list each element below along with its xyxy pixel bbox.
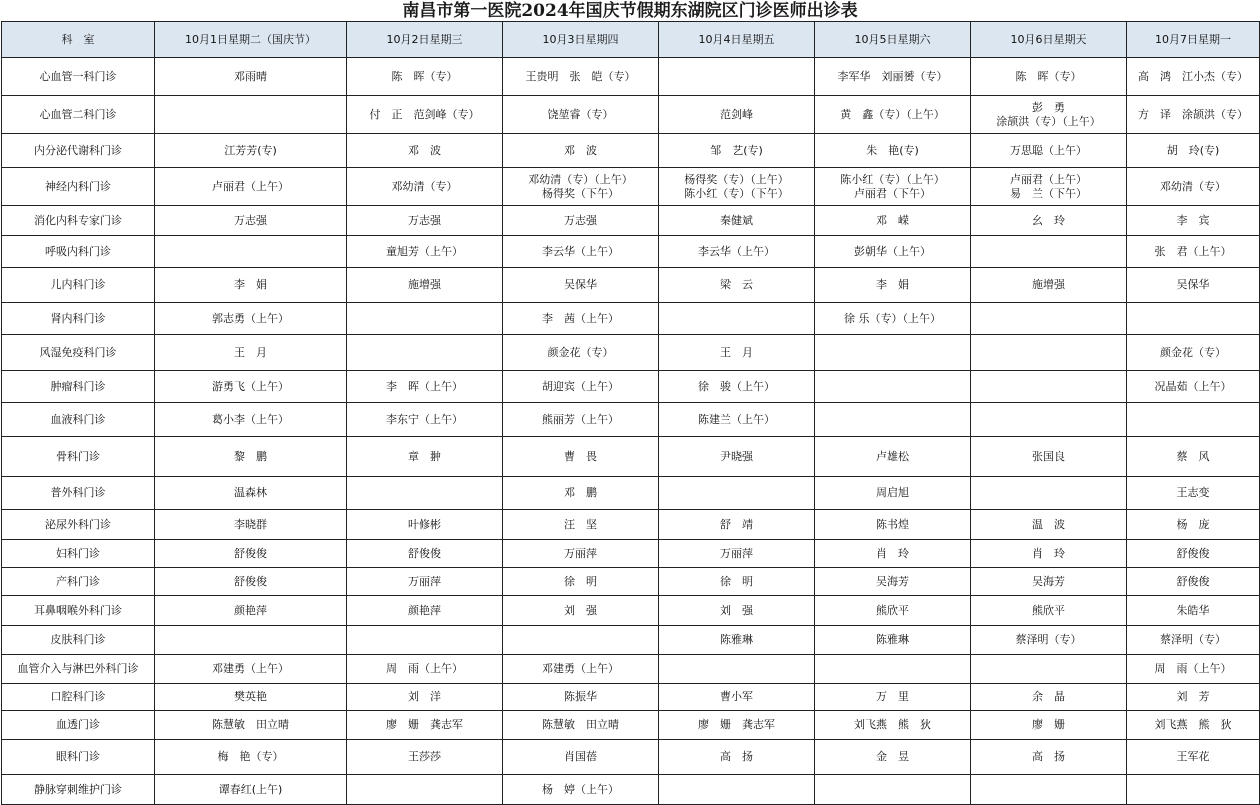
doctor-cell: 刘飞燕 熊 狄 (1127, 711, 1260, 740)
table-row (2, 540, 1260, 568)
table-row (2, 335, 1260, 371)
doctor-cell: 陈 晖（专） (347, 58, 503, 96)
page-title: 南昌市第一医院2024年国庆节假期东湖院区门诊医师出诊表 (402, 1, 858, 21)
doctor-cell: 卢丽君（上午） (155, 168, 347, 206)
doctor-cell: 温森林 (155, 477, 347, 510)
doctor-cell: 熊欣平 (815, 596, 971, 626)
doctor-cell: 刘 强 (659, 596, 815, 626)
doctor-cell: 刘飞燕 熊 狄 (815, 711, 971, 740)
doctor-cell: 吴海芳 (971, 568, 1127, 596)
doctor-cell: 蔡 风 (1127, 437, 1260, 477)
doctor-cell: 颜艳萍 (347, 596, 503, 626)
doctor-cell: 徐 乐（专）（上午） (815, 303, 971, 335)
doctor-cell: 李晓群 (155, 510, 347, 540)
doctor-cell (347, 626, 503, 655)
doctor-cell (815, 403, 971, 437)
doctor-cell: 刘 芳 (1127, 684, 1260, 711)
doctor-cell: 曹小军 (659, 684, 815, 711)
doctor-cell: 付 正 范剑峰（专） (347, 96, 503, 134)
dept-name-cell: 神经内科门诊 (2, 168, 155, 206)
doctor-cell: 陈振华 (503, 684, 659, 711)
schedule-body (2, 58, 1260, 805)
dept-name-cell: 心血管一科门诊 (2, 58, 155, 96)
doctor-cell: 万丽萍 (503, 540, 659, 568)
doctor-cell: 邓幼清（专）（上午） 杨得奖（下午） (503, 168, 659, 206)
doctor-cell: 舒俊俊 (1127, 568, 1260, 596)
doctor-cell: 肖 玲 (971, 540, 1127, 568)
doctor-cell: 万志强 (155, 206, 347, 236)
doctor-cell: 王军花 (1127, 740, 1260, 775)
doctor-cell: 卢丽君（上午） 易 兰（下午） (971, 168, 1127, 206)
doctor-cell (971, 477, 1127, 510)
doctor-cell: 舒俊俊 (155, 540, 347, 568)
doctor-cell: 王志变 (1127, 477, 1260, 510)
doctor-cell: 邓 鹏 (503, 477, 659, 510)
doctor-cell: 秦健斌 (659, 206, 815, 236)
doctor-cell: 陈雅琳 (659, 626, 815, 655)
doctor-cell (347, 335, 503, 371)
table-row (2, 403, 1260, 437)
doctor-cell: 李 宾 (1127, 206, 1260, 236)
doctor-cell: 邹 艺(专) (659, 134, 815, 168)
doctor-cell: 舒俊俊 (155, 568, 347, 596)
table-row (2, 711, 1260, 740)
doctor-cell: 蔡泽明（专） (971, 626, 1127, 655)
dept-name-cell: 呼吸内科门诊 (2, 236, 155, 268)
doctor-cell: 舒俊俊 (1127, 540, 1260, 568)
doctor-cell: 叶修彬 (347, 510, 503, 540)
doctor-cell: 金 昱 (815, 740, 971, 775)
doctor-cell: 施增强 (971, 268, 1127, 303)
dept-name-cell: 消化内科专家门诊 (2, 206, 155, 236)
doctor-cell: 胡 玲(专) (1127, 134, 1260, 168)
doctor-cell (347, 303, 503, 335)
doctor-cell: 万思聪（上午） (971, 134, 1127, 168)
doctor-cell: 万志强 (503, 206, 659, 236)
table-row (2, 626, 1260, 655)
doctor-cell: 徐 骏（上午） (659, 371, 815, 403)
doctor-cell: 刘 强 (503, 596, 659, 626)
doctor-cell: 胡迎宾（上午） (503, 371, 659, 403)
doctor-cell: 章 翀 (347, 437, 503, 477)
doctor-cell: 邓 波 (503, 134, 659, 168)
doctor-cell: 游勇飞（上午） (155, 371, 347, 403)
doctor-cell (1127, 775, 1260, 805)
doctor-cell: 童旭芳（上午） (347, 236, 503, 268)
doctor-cell: 吴保华 (1127, 268, 1260, 303)
table-row (2, 168, 1260, 206)
doctor-cell: 余 晶 (971, 684, 1127, 711)
doctor-cell (659, 477, 815, 510)
doctor-cell (659, 58, 815, 96)
doctor-cell: 徐 明 (503, 568, 659, 596)
doctor-cell: 廖 姗 龚志军 (659, 711, 815, 740)
doctor-cell (815, 371, 971, 403)
doctor-cell: 梅 艳（专） (155, 740, 347, 775)
table-row (2, 684, 1260, 711)
table-row (2, 371, 1260, 403)
clinic-schedule-table (1, 21, 1260, 805)
dept-name-cell: 血透门诊 (2, 711, 155, 740)
dept-name-cell: 血管介入与淋巴外科门诊 (2, 655, 155, 684)
doctor-cell: 郭志勇（上午） (155, 303, 347, 335)
dept-name-cell: 心血管二科门诊 (2, 96, 155, 134)
doctor-cell (347, 477, 503, 510)
doctor-cell: 李云华（上午） (503, 236, 659, 268)
doctor-cell (347, 775, 503, 805)
doctor-cell: 李 娟 (815, 268, 971, 303)
doctor-cell: 万丽萍 (347, 568, 503, 596)
doctor-cell: 饶堃睿（专） (503, 96, 659, 134)
dept-name-cell: 口腔科门诊 (2, 684, 155, 711)
doctor-cell: 汪 坚 (503, 510, 659, 540)
doctor-cell: 陈书煌 (815, 510, 971, 540)
doctor-cell: 万 里 (815, 684, 971, 711)
doctor-cell: 梁 云 (659, 268, 815, 303)
doctor-cell: 肖国蓓 (503, 740, 659, 775)
doctor-cell: 邓雨晴 (155, 58, 347, 96)
dept-name-cell: 耳鼻咽喉外科门诊 (2, 596, 155, 626)
doctor-cell (815, 655, 971, 684)
table-row (2, 236, 1260, 268)
doctor-cell: 施增强 (347, 268, 503, 303)
header-day: 10月4日星期五 (659, 22, 815, 58)
doctor-cell: 陈 晖（专） (971, 58, 1127, 96)
dept-name-cell: 眼科门诊 (2, 740, 155, 775)
dept-name-cell: 肾内科门诊 (2, 303, 155, 335)
table-row (2, 96, 1260, 134)
doctor-cell: 邓 波 (347, 134, 503, 168)
doctor-cell: 杨得奖（专）（上午） 陈小红（专）（下午） (659, 168, 815, 206)
header-day: 10月1日星期二（国庆节） (155, 22, 347, 58)
doctor-cell: 杨 庞 (1127, 510, 1260, 540)
doctor-cell: 彭朝华（上午） (815, 236, 971, 268)
table-row (2, 655, 1260, 684)
doctor-cell (971, 236, 1127, 268)
doctor-cell (1127, 403, 1260, 437)
header-day: 10月7日星期一 (1127, 22, 1260, 58)
doctor-cell: 况晶茹（上午） (1127, 371, 1260, 403)
header-dept: 科 室 (2, 22, 155, 58)
doctor-cell: 邓幼清（专） (347, 168, 503, 206)
doctor-cell: 高 扬 (971, 740, 1127, 775)
doctor-cell (1127, 303, 1260, 335)
doctor-cell: 曹 畏 (503, 437, 659, 477)
doctor-cell: 熊欣平 (971, 596, 1127, 626)
dept-name-cell: 皮肤科门诊 (2, 626, 155, 655)
doctor-cell: 颜艳萍 (155, 596, 347, 626)
table-row (2, 268, 1260, 303)
doctor-cell: 颜金花（专） (503, 335, 659, 371)
doctor-cell (155, 626, 347, 655)
doctor-cell: 李云华（上午） (659, 236, 815, 268)
table-row (2, 58, 1260, 96)
doctor-cell (155, 96, 347, 134)
doctor-cell: 吴海芳 (815, 568, 971, 596)
table-row (2, 477, 1260, 510)
table-row (2, 134, 1260, 168)
doctor-cell: 李 茜（上午） (503, 303, 659, 335)
doctor-cell (971, 303, 1127, 335)
table-row (2, 510, 1260, 540)
dept-name-cell: 风湿免疫科门诊 (2, 335, 155, 371)
doctor-cell: 樊英艳 (155, 684, 347, 711)
doctor-cell: 邓幼清（专） (1127, 168, 1260, 206)
doctor-cell: 李东宁（上午） (347, 403, 503, 437)
table-row (2, 206, 1260, 236)
doctor-cell: 邓建勇（上午） (503, 655, 659, 684)
doctor-cell (815, 775, 971, 805)
doctor-cell: 陈慧敏 田立晴 (503, 711, 659, 740)
doctor-cell: 廖 姗 (971, 711, 1127, 740)
doctor-cell: 廖 姗 龚志军 (347, 711, 503, 740)
doctor-cell (659, 775, 815, 805)
doctor-cell: 熊丽芳（上午） (503, 403, 659, 437)
doctor-cell: 李军华 刘丽赟（专） (815, 58, 971, 96)
doctor-cell: 万丽萍 (659, 540, 815, 568)
dept-name-cell: 妇科门诊 (2, 540, 155, 568)
doctor-cell: 张 君（上午） (1127, 236, 1260, 268)
doctor-cell (659, 303, 815, 335)
table-row (2, 303, 1260, 335)
doctor-cell: 尹晓强 (659, 437, 815, 477)
doctor-cell: 吴保华 (503, 268, 659, 303)
dept-name-cell: 骨科门诊 (2, 437, 155, 477)
doctor-cell: 李 娟 (155, 268, 347, 303)
doctor-cell: 肖 玲 (815, 540, 971, 568)
table-row (2, 596, 1260, 626)
doctor-cell: 周 雨（上午） (347, 655, 503, 684)
dept-name-cell: 产科门诊 (2, 568, 155, 596)
doctor-cell: 徐 明 (659, 568, 815, 596)
header-row (2, 22, 1260, 58)
doctor-cell: 朱皓华 (1127, 596, 1260, 626)
doctor-cell: 高 扬 (659, 740, 815, 775)
header-day: 10月5日星期六 (815, 22, 971, 58)
dept-name-cell: 泌尿外科门诊 (2, 510, 155, 540)
dept-name-cell: 静脉穿刺维护门诊 (2, 775, 155, 805)
doctor-cell: 彭 勇 涂颉洪（专）（上午） (971, 96, 1127, 134)
doctor-cell: 张国良 (971, 437, 1127, 477)
doctor-cell: 颜金花（专） (1127, 335, 1260, 371)
doctor-cell: 方 译 涂颉洪（专） (1127, 96, 1260, 134)
doctor-cell: 谭春红(上午) (155, 775, 347, 805)
doctor-cell: 刘 洋 (347, 684, 503, 711)
doctor-cell: 舒 靖 (659, 510, 815, 540)
dept-name-cell: 血液科门诊 (2, 403, 155, 437)
dept-name-cell: 普外科门诊 (2, 477, 155, 510)
table-row (2, 740, 1260, 775)
doctor-cell: 黄 鑫（专）（上午） (815, 96, 971, 134)
dept-name-cell: 儿内科门诊 (2, 268, 155, 303)
doctor-cell (659, 655, 815, 684)
doctor-cell (971, 335, 1127, 371)
doctor-cell: 周 雨（上午） (1127, 655, 1260, 684)
doctor-cell: 陈建兰（上午） (659, 403, 815, 437)
doctor-cell: 高 鸿 江小杰（专） (1127, 58, 1260, 96)
doctor-cell: 陈雅琳 (815, 626, 971, 655)
doctor-cell: 舒俊俊 (347, 540, 503, 568)
doctor-cell (503, 626, 659, 655)
doctor-cell (971, 403, 1127, 437)
doctor-cell: 幺 玲 (971, 206, 1127, 236)
doctor-cell: 卢雄松 (815, 437, 971, 477)
doctor-cell: 杨 婷（上午） (503, 775, 659, 805)
doctor-cell: 范剑峰 (659, 96, 815, 134)
doctor-cell: 邓 嵘 (815, 206, 971, 236)
doctor-cell (971, 371, 1127, 403)
header-day: 10月3日星期四 (503, 22, 659, 58)
header-day: 10月2日星期三 (347, 22, 503, 58)
doctor-cell: 王 月 (659, 335, 815, 371)
doctor-cell: 葛小李（上午） (155, 403, 347, 437)
doctor-cell: 江芳芳(专) (155, 134, 347, 168)
doctor-cell: 蔡泽明（专） (1127, 626, 1260, 655)
doctor-cell (155, 236, 347, 268)
doctor-cell: 万志强 (347, 206, 503, 236)
doctor-cell: 陈慧敏 田立晴 (155, 711, 347, 740)
doctor-cell (971, 775, 1127, 805)
doctor-cell: 王贵明 张 皑（专） (503, 58, 659, 96)
doctor-cell: 邓建勇（上午） (155, 655, 347, 684)
doctor-cell: 李 晖（上午） (347, 371, 503, 403)
table-row (2, 437, 1260, 477)
dept-name-cell: 内分泌代谢科门诊 (2, 134, 155, 168)
dept-name-cell: 肿瘤科门诊 (2, 371, 155, 403)
doctor-cell: 王 月 (155, 335, 347, 371)
doctor-cell: 陈小红（专）（上午） 卢丽君（下午） (815, 168, 971, 206)
doctor-cell: 温 波 (971, 510, 1127, 540)
doctor-cell: 朱 艳(专) (815, 134, 971, 168)
doctor-cell (971, 655, 1127, 684)
table-row (2, 568, 1260, 596)
table-row (2, 775, 1260, 805)
doctor-cell: 周启旭 (815, 477, 971, 510)
header-day: 10月6日星期天 (971, 22, 1127, 58)
doctor-cell (815, 335, 971, 371)
doctor-cell: 黎 鹏 (155, 437, 347, 477)
doctor-cell: 王莎莎 (347, 740, 503, 775)
